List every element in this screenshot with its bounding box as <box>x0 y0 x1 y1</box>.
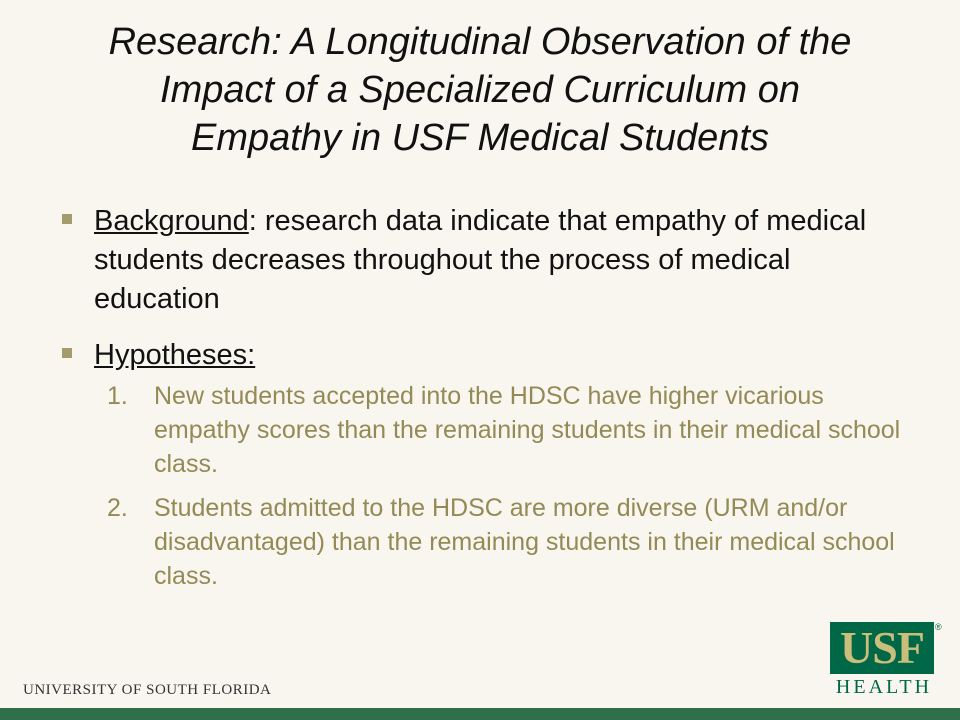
title-line-1: Research: A Longitudinal Observation of the <box>108 21 852 63</box>
usf-health-logo <box>830 622 940 700</box>
hypothesis-text: New students accepted into the HDSC have higher vicarious empathy scores than the remaining students in their medical school class. <box>154 382 901 478</box>
hypothesis-item-2 <box>60 491 920 593</box>
bullet-hypotheses <box>60 336 920 375</box>
university-wordmark: UNIVERSITY OF SOUTH FLORIDA <box>23 682 272 698</box>
bullet-text: : research data indicate that empathy of medical students decreases throughout the process of medical education <box>94 205 867 315</box>
health-wordmark: HEALTH <box>835 676 933 698</box>
hypothesis-item-1 <box>60 379 920 481</box>
square-bullet-icon <box>62 348 72 358</box>
registered-mark: ® <box>935 622 942 632</box>
title-line-3: Empathy in USF Medical Students <box>190 117 769 159</box>
title-line-2: Impact of a Specialized Curriculum on <box>160 69 800 111</box>
bullet-keyword: Background <box>94 205 249 237</box>
square-bullet-icon <box>62 214 72 224</box>
slide-title <box>40 18 920 162</box>
bullet-keyword: Hypotheses: <box>94 339 256 371</box>
list-number: 2. <box>107 494 128 522</box>
bullet-background <box>60 202 920 319</box>
bottom-accent-bar <box>0 708 960 720</box>
usf-logo-box: USF <box>830 622 934 674</box>
hypothesis-text: Students admitted to the HDSC are more diverse (URM and/or disadvantaged) than the remaining students in their medical school class. <box>154 494 895 590</box>
list-number: 1. <box>107 382 128 410</box>
slide-body <box>60 202 920 603</box>
